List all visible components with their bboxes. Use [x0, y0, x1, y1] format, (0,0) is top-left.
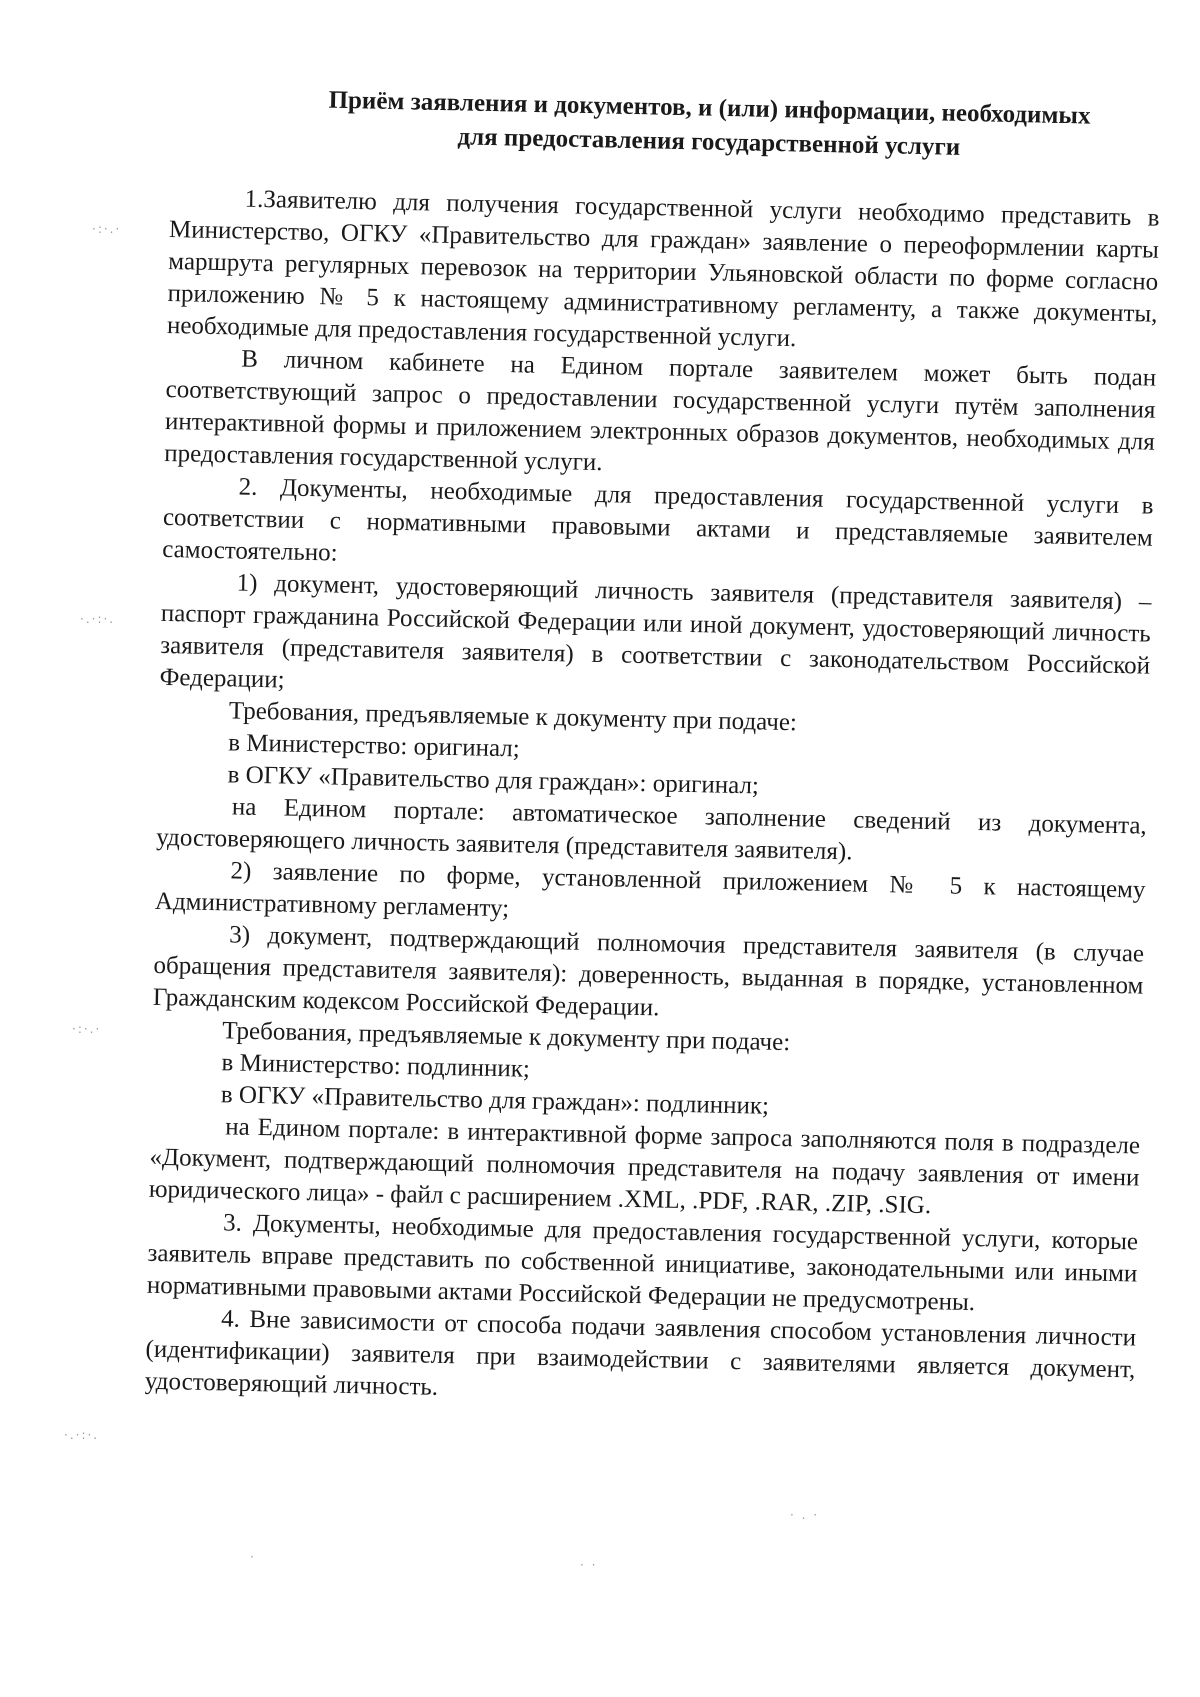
- document-title: [249, 82, 1170, 169]
- scan-speck: ·:·.·: [92, 222, 122, 236]
- paragraph-8: на Едином портале: автоматическое заполнение сведений из документа, удостоверяющего личность заявителя (представителя заявителя).: [155, 793, 1148, 866]
- paragraph-6: в Министерство: оригинал;: [227, 729, 521, 763]
- paragraph-4: 1) документ, удостоверяющий личность заявителя (представителя заявителя) – паспорт гражданина Российской Федерации или иной документ, удостоверяющий личность заявителя (представителя заявителя) в соответствии с законодательством Российской Федерации;: [159, 569, 1152, 694]
- scan-speck: ·: [250, 1550, 256, 1564]
- paragraph-11: Требования, предъявляемые к документу при подаче:: [221, 1017, 791, 1057]
- paragraph-2: В личном кабинете на Едином портале заявителем может быть подан соответствующий запрос о предоставлении государственной услуги путём заполнения интерактивной формы и приложением электронных образов документов, необходимых для предоставления государственной услуги.: [164, 345, 1157, 477]
- paragraph-12: в Министерство: подлинник;: [221, 1049, 531, 1083]
- title-line-2: для предоставления государственной услуги: [457, 123, 961, 161]
- scan-speck: · ·: [580, 1558, 598, 1572]
- paragraph-1: 1.Заявителю для получения государственной услуги необходимо представить в Министерство, ОГКУ «Правительство для граждан» заявление о переоформлении карты маршрута регулярных перевозок на территории Ульяновской области по форме согласно приложению № 5 к настоящему административному регламенту, а также документы, необходимые для предоставления государственной услуги.: [166, 185, 1160, 353]
- paragraph-16: 4. Вне зависимости от способа подачи заявления способом установления личности (идентификации) заявителя при взаимодействии с заявителями является документ, удостоверяющий личность.: [144, 1305, 1137, 1401]
- paragraph-15: 3. Документы, необходимые для предоставления государственной услуги, которые заявитель вправе представить по собственной инициативе, законодательными или иными нормативными правовыми актами Российской Федерации не предусмотрены.: [146, 1209, 1139, 1317]
- paragraph-13: в ОГКУ «Правительство для граждан»: подлинник;: [220, 1081, 770, 1120]
- scan-speck: ·.·:·.: [80, 612, 116, 626]
- paragraph-5: Требования, предъявляемые к документу при подаче:: [228, 697, 798, 737]
- scan-speck: ·.·:·.: [64, 1428, 100, 1442]
- scan-speck: ·:·.·: [72, 1022, 102, 1036]
- document-body: [145, 182, 1160, 1418]
- paragraph-10: 3) документ, подтверждающий полномочия представителя заявителя (в случае обращения представителя заявителя): доверенность, выданная в порядке, установленном Гражданским кодексом Российской Федерации.: [152, 921, 1145, 1022]
- title-line-1: Приём заявления и документов, и (или) информации, необходимых: [328, 86, 1091, 130]
- scan-speck: · . ·: [790, 1508, 820, 1522]
- paragraph-7: в ОГКУ «Правительство для граждан»: оригинал;: [227, 761, 760, 800]
- paragraph-3: 2. Документы, необходимые для предоставления государственной услуги в соответствии с нормативными правовыми актами и представляемые заявителем самостоятельно:: [162, 473, 1154, 567]
- paragraph-14: на Едином портале: в интерактивной форме запроса заполняются поля в подразделе «Документ, подтверждающий полномочия представителя на подачу заявления от имени юридического лица» - файл с расширением .XML, .PDF, .RAR, .ZIP, .SIG.: [148, 1113, 1141, 1220]
- paragraph-9: 2) заявление по форме, установленной приложением № 5 к настоящему Административному регламенту;: [154, 857, 1146, 923]
